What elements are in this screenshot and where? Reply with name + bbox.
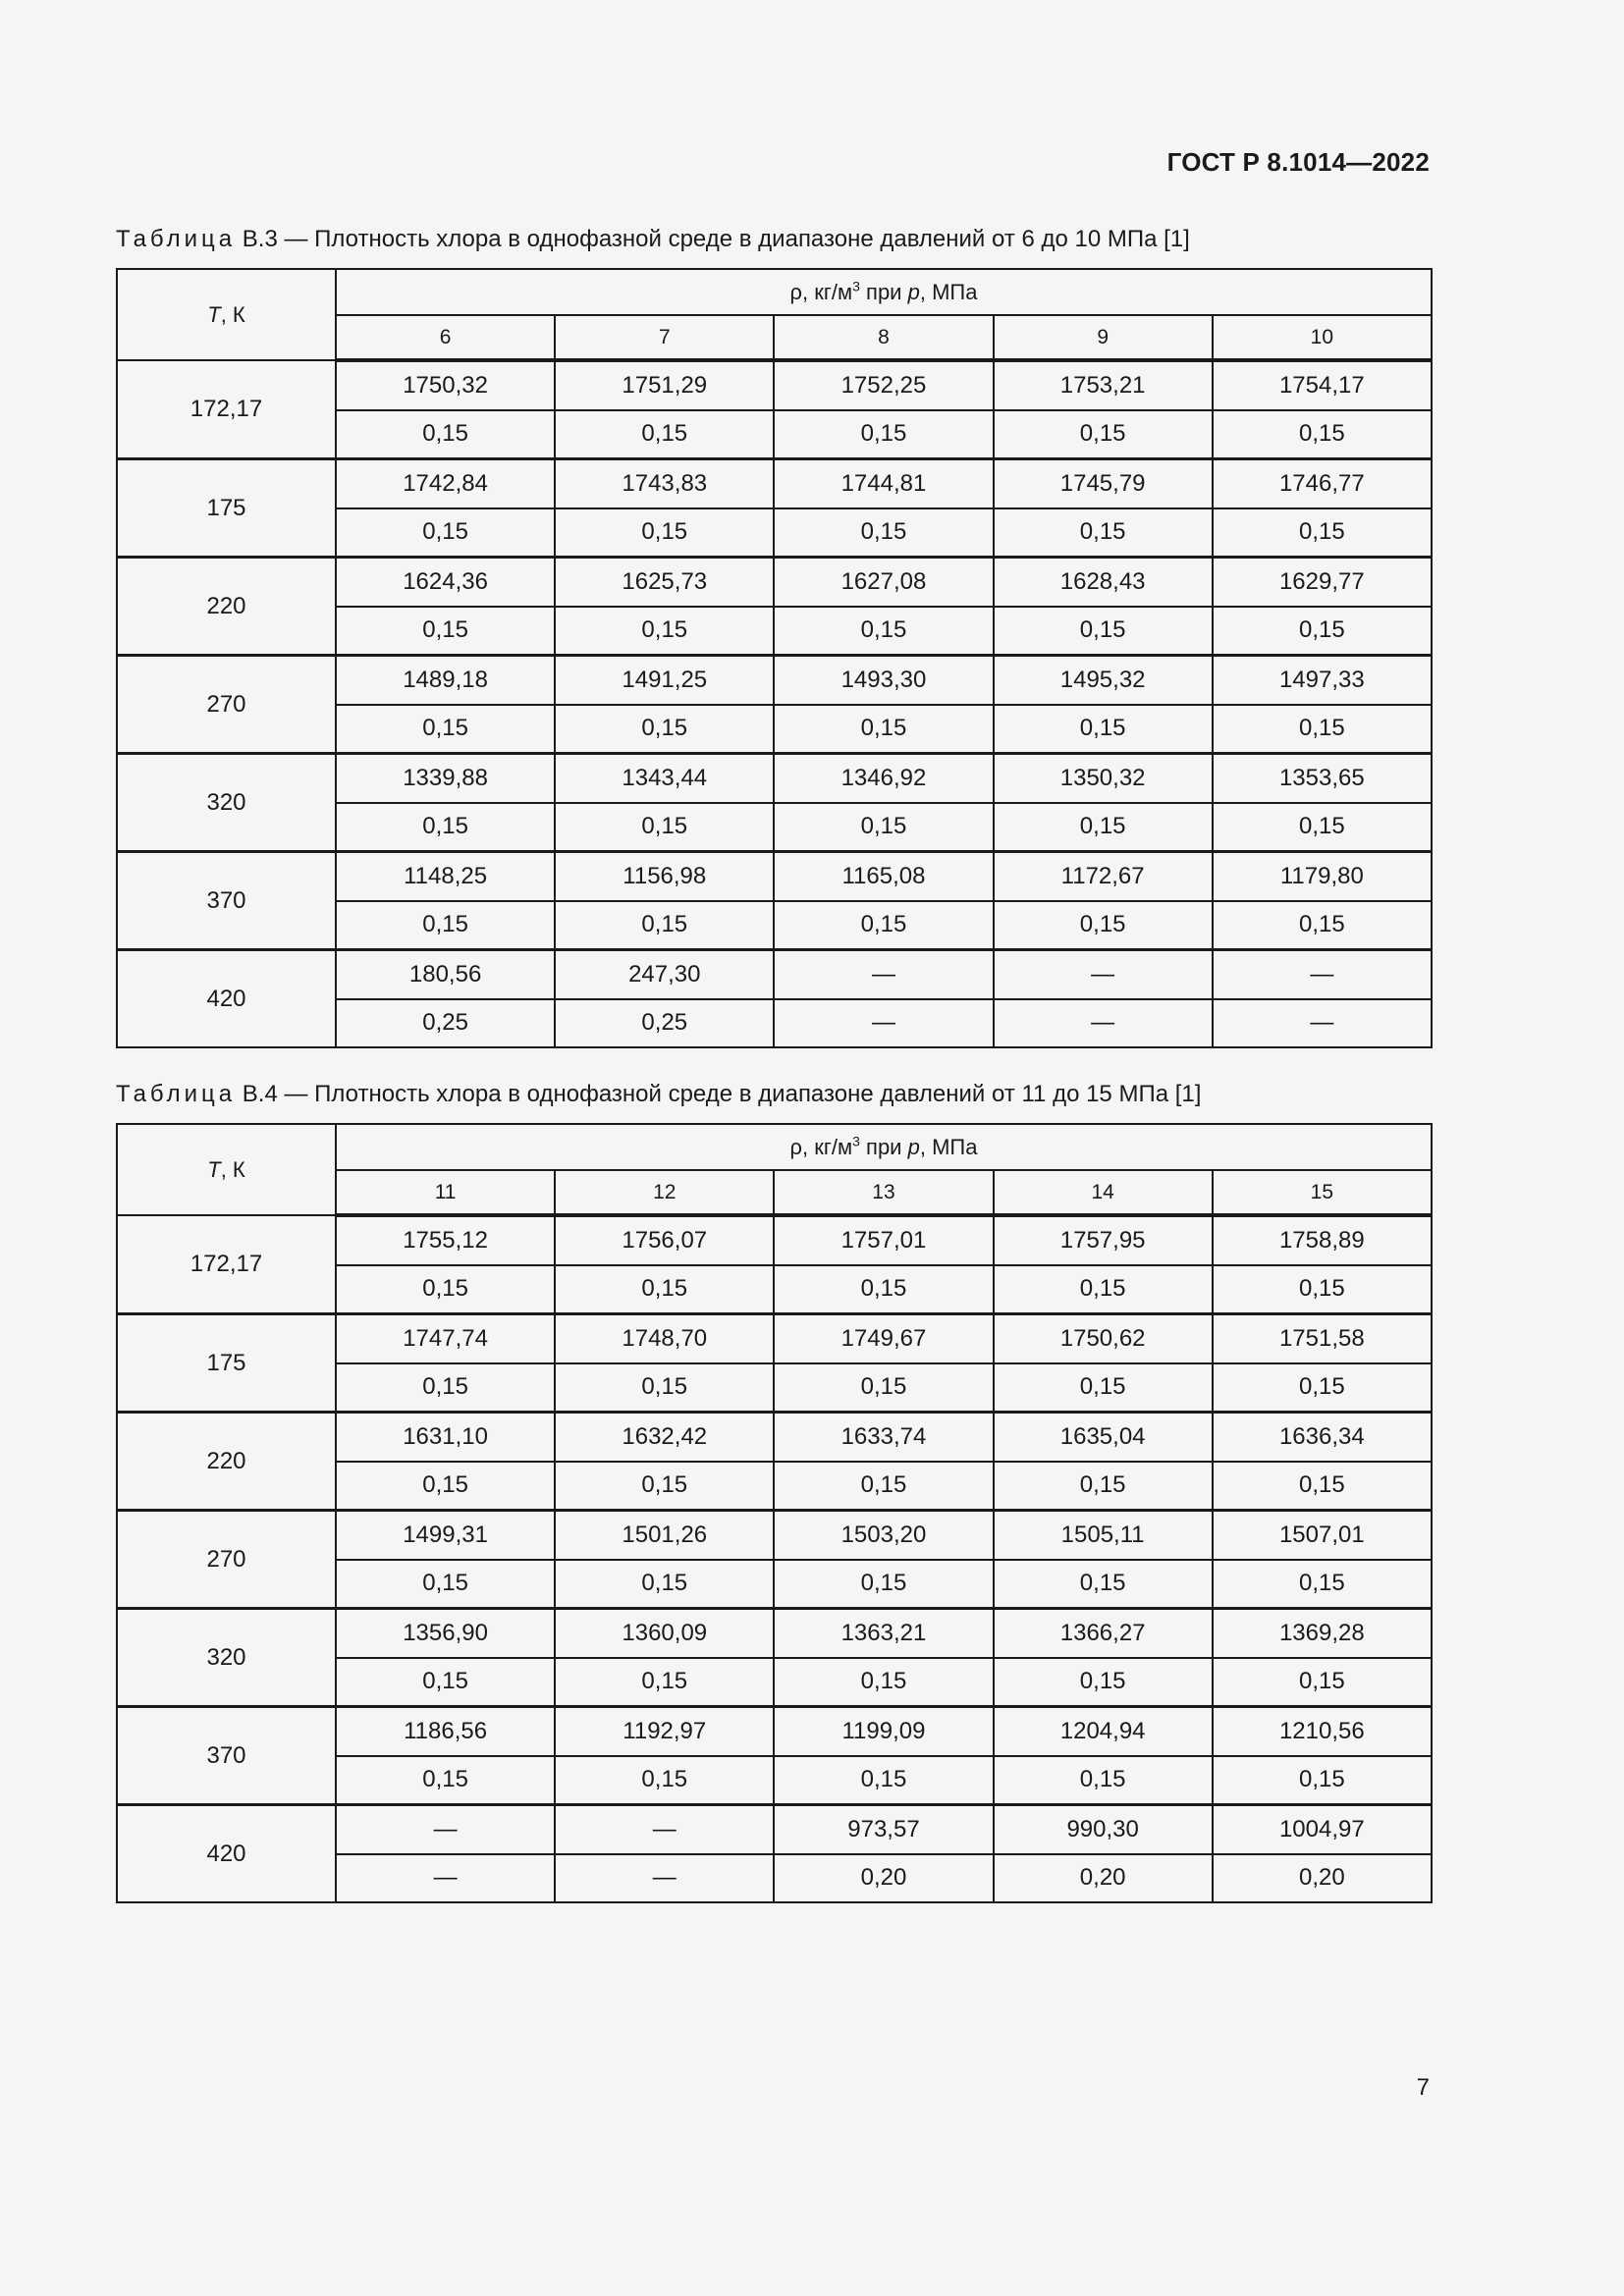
- table-row: [117, 459, 1432, 508]
- uncertainty-value-cell: —: [994, 999, 1213, 1048]
- uncertainty-value-cell: 0,15: [774, 705, 993, 754]
- temperature-header: T, К: [117, 269, 336, 360]
- pressure-column-header: 14: [994, 1170, 1213, 1215]
- uncertainty-value-cell: —: [1213, 999, 1432, 1048]
- density-value-cell: 1754,17: [1213, 360, 1432, 410]
- density-value-cell: 1751,29: [555, 360, 774, 410]
- density-value-cell: —: [555, 1805, 774, 1854]
- uncertainty-value-cell: 0,15: [1213, 1756, 1432, 1805]
- table-row: [117, 950, 1432, 999]
- uncertainty-value-cell: 0,15: [1213, 1462, 1432, 1511]
- uncertainty-value-cell: 0,15: [336, 1560, 555, 1609]
- temperature-cell: 175: [117, 459, 336, 558]
- uncertainty-value-cell: 0,15: [336, 1756, 555, 1805]
- density-value-cell: 973,57: [774, 1805, 993, 1854]
- table-row: [117, 1511, 1432, 1560]
- uncertainty-value-cell: 0,20: [774, 1854, 993, 1903]
- temperature-cell: 320: [117, 1609, 336, 1707]
- density-value-cell: 1631,10: [336, 1413, 555, 1462]
- uncertainty-value-cell: 0,20: [994, 1854, 1213, 1903]
- density-value-cell: 1495,32: [994, 656, 1213, 705]
- uncertainty-value-cell: 0,15: [336, 508, 555, 558]
- uncertainty-value-cell: 0,15: [994, 1363, 1213, 1413]
- density-value-cell: 1752,25: [774, 360, 993, 410]
- density-value-cell: 1750,62: [994, 1314, 1213, 1363]
- table-row: [117, 1215, 1432, 1265]
- density-value-cell: 1757,01: [774, 1215, 993, 1265]
- caption-text: В.3 — Плотность хлора в однофазной среде в диапазоне давлений от 6 до 10 МПа [1]: [242, 226, 1190, 252]
- pressure-column-header: 15: [1213, 1170, 1432, 1215]
- uncertainty-value-cell: 0,15: [555, 901, 774, 950]
- uncertainty-value-cell: 0,15: [1213, 410, 1432, 459]
- pressure-column-header: 12: [555, 1170, 774, 1215]
- density-value-cell: 1501,26: [555, 1511, 774, 1560]
- density-value-cell: 1625,73: [555, 558, 774, 607]
- uncertainty-value-cell: 0,15: [774, 1462, 993, 1511]
- uncertainty-value-cell: 0,15: [555, 410, 774, 459]
- uncertainty-value-cell: 0,15: [994, 901, 1213, 950]
- uncertainty-value-cell: 0,15: [994, 705, 1213, 754]
- uncertainty-value-cell: 0,15: [994, 1560, 1213, 1609]
- temperature-cell: 172,17: [117, 360, 336, 459]
- pressure-column-header: 13: [774, 1170, 993, 1215]
- density-value-cell: 1749,67: [774, 1314, 993, 1363]
- pressure-column-header: 6: [336, 315, 555, 360]
- density-value-cell: 1339,88: [336, 754, 555, 803]
- pressure-column-header: 8: [774, 315, 993, 360]
- density-value-cell: 1186,56: [336, 1707, 555, 1756]
- density-value-cell: 1356,90: [336, 1609, 555, 1658]
- density-header: ρ, $кг/м^3$ при p, МПа: [336, 269, 1432, 315]
- uncertainty-value-cell: 0,15: [774, 1756, 993, 1805]
- table-row: [117, 558, 1432, 607]
- table-row: [117, 1413, 1432, 1462]
- uncertainty-value-cell: 0,15: [336, 1462, 555, 1511]
- density-value-cell: 1204,94: [994, 1707, 1213, 1756]
- density-value-cell: 1756,07: [555, 1215, 774, 1265]
- pressure-column-header: 11: [336, 1170, 555, 1215]
- table-row: [117, 656, 1432, 705]
- density-value-cell: —: [1213, 950, 1432, 999]
- uncertainty-value-cell: 0,15: [1213, 1265, 1432, 1314]
- uncertainty-value-cell: 0,15: [555, 1265, 774, 1314]
- density-value-cell: 1165,08: [774, 852, 993, 901]
- table-row: [117, 360, 1432, 410]
- table-row: [117, 1314, 1432, 1363]
- density-header: ρ, $кг/м^3$ при p, МПа: [336, 1124, 1432, 1170]
- density-value-cell: —: [336, 1805, 555, 1854]
- caption-text: В.4 — Плотность хлора в однофазной среде в диапазоне давлений от 11 до 15 МПа [1]: [242, 1081, 1202, 1107]
- density-value-cell: 1489,18: [336, 656, 555, 705]
- document-code: ГОСТ Р 8.1014—2022: [1166, 147, 1430, 177]
- density-value-cell: 1627,08: [774, 558, 993, 607]
- pressure-column-header: 9: [994, 315, 1213, 360]
- density-value-cell: 1172,67: [994, 852, 1213, 901]
- density-value-cell: 1192,97: [555, 1707, 774, 1756]
- density-value-cell: 1491,25: [555, 656, 774, 705]
- temperature-header: T, К: [117, 1124, 336, 1215]
- table-caption: [116, 1081, 1201, 1108]
- density-value-cell: 1748,70: [555, 1314, 774, 1363]
- density-value-cell: 180,56: [336, 950, 555, 999]
- uncertainty-value-cell: 0,15: [336, 901, 555, 950]
- caption-prefix: Таблица: [116, 226, 237, 252]
- caption-prefix: Таблица: [116, 1081, 237, 1107]
- density-value-cell: 1353,65: [1213, 754, 1432, 803]
- density-value-cell: 1750,32: [336, 360, 555, 410]
- uncertainty-value-cell: 0,15: [994, 1756, 1213, 1805]
- uncertainty-value-cell: —: [774, 999, 993, 1048]
- uncertainty-value-cell: 0,15: [774, 803, 993, 852]
- table-body: [117, 1215, 1432, 1902]
- density-value-cell: 1497,33: [1213, 656, 1432, 705]
- density-table: [116, 268, 1433, 1048]
- uncertainty-value-cell: 0,15: [774, 508, 993, 558]
- density-value-cell: 1633,74: [774, 1413, 993, 1462]
- temperature-cell: 172,17: [117, 1215, 336, 1314]
- density-value-cell: 1746,77: [1213, 459, 1432, 508]
- uncertainty-value-cell: —: [336, 1854, 555, 1903]
- density-value-cell: —: [994, 950, 1213, 999]
- uncertainty-value-cell: 0,15: [994, 1462, 1213, 1511]
- density-value-cell: 1004,97: [1213, 1805, 1432, 1854]
- density-value-cell: 1148,25: [336, 852, 555, 901]
- density-value-cell: 1753,21: [994, 360, 1213, 410]
- uncertainty-value-cell: 0,15: [1213, 705, 1432, 754]
- density-value-cell: 247,30: [555, 950, 774, 999]
- density-value-cell: 1493,30: [774, 656, 993, 705]
- uncertainty-value-cell: 0,15: [336, 607, 555, 656]
- density-value-cell: 1369,28: [1213, 1609, 1432, 1658]
- uncertainty-value-cell: 0,15: [555, 607, 774, 656]
- uncertainty-value-cell: 0,15: [336, 1363, 555, 1413]
- uncertainty-value-cell: 0,25: [555, 999, 774, 1048]
- density-value-cell: 990,30: [994, 1805, 1213, 1854]
- temperature-cell: 370: [117, 852, 336, 950]
- uncertainty-value-cell: 0,15: [1213, 607, 1432, 656]
- density-value-cell: 1156,98: [555, 852, 774, 901]
- uncertainty-value-cell: 0,15: [1213, 508, 1432, 558]
- temperature-cell: 370: [117, 1707, 336, 1805]
- density-value-cell: —: [774, 950, 993, 999]
- uncertainty-value-cell: 0,15: [555, 803, 774, 852]
- uncertainty-value-cell: 0,15: [774, 607, 993, 656]
- uncertainty-value-cell: 0,15: [994, 803, 1213, 852]
- table-row: [117, 1609, 1432, 1658]
- uncertainty-value-cell: 0,15: [994, 1265, 1213, 1314]
- density-value-cell: 1747,74: [336, 1314, 555, 1363]
- temperature-cell: 420: [117, 950, 336, 1048]
- uncertainty-value-cell: 0,15: [555, 508, 774, 558]
- density-value-cell: 1632,42: [555, 1413, 774, 1462]
- uncertainty-value-cell: 0,15: [336, 1658, 555, 1707]
- temperature-cell: 220: [117, 558, 336, 656]
- uncertainty-value-cell: 0,15: [555, 1462, 774, 1511]
- uncertainty-value-cell: 0,15: [555, 1560, 774, 1609]
- uncertainty-value-cell: 0,15: [555, 1363, 774, 1413]
- table-row: [117, 1707, 1432, 1756]
- uncertainty-value-cell: 0,15: [336, 705, 555, 754]
- uncertainty-value-cell: 0,15: [1213, 901, 1432, 950]
- uncertainty-value-cell: 0,15: [336, 803, 555, 852]
- density-value-cell: 1505,11: [994, 1511, 1213, 1560]
- uncertainty-value-cell: 0,15: [774, 1560, 993, 1609]
- uncertainty-value-cell: 0,15: [336, 1265, 555, 1314]
- density-value-cell: 1755,12: [336, 1215, 555, 1265]
- pressure-column-header: 10: [1213, 315, 1432, 360]
- density-value-cell: 1350,32: [994, 754, 1213, 803]
- density-value-cell: 1757,95: [994, 1215, 1213, 1265]
- density-value-cell: 1507,01: [1213, 1511, 1432, 1560]
- table-row: [117, 1805, 1432, 1854]
- temperature-cell: 270: [117, 1511, 336, 1609]
- temperature-cell: 220: [117, 1413, 336, 1511]
- temperature-cell: 175: [117, 1314, 336, 1413]
- table-body: [117, 360, 1432, 1047]
- uncertainty-value-cell: 0,15: [555, 705, 774, 754]
- density-value-cell: 1636,34: [1213, 1413, 1432, 1462]
- uncertainty-value-cell: 0,15: [994, 607, 1213, 656]
- density-value-cell: 1346,92: [774, 754, 993, 803]
- pressure-column-header: 7: [555, 315, 774, 360]
- table-row: [117, 852, 1432, 901]
- uncertainty-value-cell: 0,15: [994, 1658, 1213, 1707]
- uncertainty-value-cell: 0,20: [1213, 1854, 1432, 1903]
- density-value-cell: 1363,21: [774, 1609, 993, 1658]
- uncertainty-value-cell: 0,15: [555, 1658, 774, 1707]
- density-value-cell: 1744,81: [774, 459, 993, 508]
- uncertainty-value-cell: 0,15: [774, 1658, 993, 1707]
- uncertainty-value-cell: 0,15: [555, 1756, 774, 1805]
- table-caption: [116, 226, 1190, 253]
- density-value-cell: 1743,83: [555, 459, 774, 508]
- density-value-cell: 1366,27: [994, 1609, 1213, 1658]
- uncertainty-value-cell: 0,25: [336, 999, 555, 1048]
- density-value-cell: 1758,89: [1213, 1215, 1432, 1265]
- density-value-cell: 1751,58: [1213, 1314, 1432, 1363]
- temperature-cell: 320: [117, 754, 336, 852]
- page-number: 7: [1416, 2074, 1430, 2101]
- density-value-cell: 1503,20: [774, 1511, 993, 1560]
- temperature-cell: 270: [117, 656, 336, 754]
- density-value-cell: 1343,44: [555, 754, 774, 803]
- uncertainty-value-cell: 0,15: [1213, 1658, 1432, 1707]
- temperature-cell: 420: [117, 1805, 336, 1903]
- density-value-cell: 1179,80: [1213, 852, 1432, 901]
- density-value-cell: 1210,56: [1213, 1707, 1432, 1756]
- density-value-cell: 1745,79: [994, 459, 1213, 508]
- density-value-cell: 1742,84: [336, 459, 555, 508]
- uncertainty-value-cell: 0,15: [774, 1363, 993, 1413]
- uncertainty-value-cell: 0,15: [1213, 1363, 1432, 1413]
- density-value-cell: 1628,43: [994, 558, 1213, 607]
- density-value-cell: 1624,36: [336, 558, 555, 607]
- uncertainty-value-cell: 0,15: [994, 410, 1213, 459]
- density-value-cell: 1360,09: [555, 1609, 774, 1658]
- density-value-cell: 1499,31: [336, 1511, 555, 1560]
- uncertainty-value-cell: 0,15: [774, 901, 993, 950]
- uncertainty-value-cell: 0,15: [1213, 803, 1432, 852]
- density-table: [116, 1123, 1433, 1903]
- uncertainty-value-cell: 0,15: [774, 410, 993, 459]
- density-value-cell: 1635,04: [994, 1413, 1213, 1462]
- uncertainty-value-cell: 0,15: [336, 410, 555, 459]
- uncertainty-value-cell: 0,15: [774, 1265, 993, 1314]
- uncertainty-value-cell: 0,15: [1213, 1560, 1432, 1609]
- density-value-cell: 1629,77: [1213, 558, 1432, 607]
- density-value-cell: 1199,09: [774, 1707, 993, 1756]
- uncertainty-value-cell: —: [555, 1854, 774, 1903]
- table-row: [117, 754, 1432, 803]
- uncertainty-value-cell: 0,15: [994, 508, 1213, 558]
